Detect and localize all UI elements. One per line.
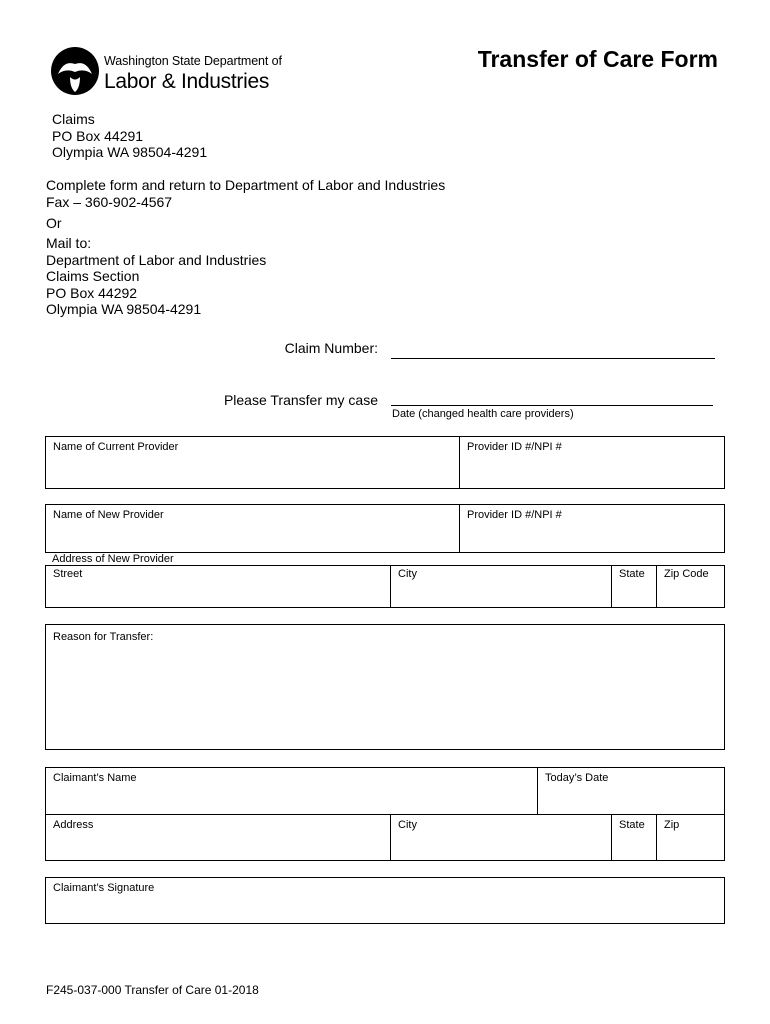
claimant-zip-field[interactable] [657, 815, 724, 860]
new-provider-id-label: Provider ID #/NPI # [467, 509, 562, 521]
new-provider-city-field[interactable] [391, 566, 612, 607]
claimant-signature-label: Claimant’s Signature [53, 882, 155, 894]
fax-number: Fax – 360-902-4567 [46, 193, 173, 210]
claims-address [52, 111, 207, 161]
claimant-zip-label: Zip [664, 819, 680, 831]
mail-address-line: Department of Labor and Industries [46, 251, 267, 268]
or-text: Or [46, 215, 62, 231]
new-provider-address-heading: Address of New Provider [52, 553, 174, 565]
new-provider-name-field[interactable] [46, 505, 460, 552]
claimant-name-label: Claimant’s Name [53, 772, 137, 784]
mail-address-line: Claims Section [46, 268, 140, 284]
new-provider-street-field[interactable] [46, 566, 391, 607]
mail-address [46, 235, 266, 318]
transfer-date-sublabel: Date (changed health care providers) [392, 408, 574, 420]
claims-address-line: Claims [52, 111, 95, 127]
new-provider-name-label: Name of New Provider [53, 509, 164, 521]
claimant-box [45, 767, 725, 861]
mail-address-line: Mail to: [46, 235, 92, 251]
claims-address-line: PO Box 44291 [52, 127, 144, 144]
logo-agency-name: Washington State Department of [104, 54, 282, 68]
form-title: Transfer of Care Form [477, 46, 718, 72]
agency-logo [50, 44, 280, 98]
new-provider-street-label: Street [53, 568, 83, 580]
current-provider-id-label: Provider ID #/NPI # [467, 441, 562, 453]
claimant-state-field[interactable] [612, 815, 657, 860]
new-provider-address-box [45, 565, 725, 608]
claimant-name-field[interactable] [46, 768, 538, 814]
form-id-footer: F245-037-000 Transfer of Care 01-2018 [46, 983, 259, 997]
mail-address-line: Olympia WA 98504-4291 [46, 301, 202, 317]
current-provider-box [45, 436, 725, 489]
complete-instruction: Complete form and return to Department of Labor and Industries [46, 177, 446, 193]
current-provider-name-field[interactable] [46, 437, 460, 488]
new-provider-state-label: State [619, 568, 645, 580]
current-provider-id-field[interactable] [460, 437, 724, 488]
logo-department-name: Labor & Industries [104, 70, 270, 93]
claimant-signature-field[interactable] [45, 877, 725, 924]
transfer-date-field[interactable] [391, 405, 713, 406]
return-instructions [46, 177, 445, 210]
transfer-label: Please Transfer my case [223, 392, 378, 408]
lni-logo-icon [50, 44, 100, 98]
new-provider-id-field[interactable] [460, 505, 724, 552]
claimant-address-label: Address [53, 819, 94, 831]
claimant-address-field[interactable] [46, 815, 391, 860]
claimant-city-field[interactable] [391, 815, 612, 860]
todays-date-field[interactable] [538, 768, 724, 814]
new-provider-box [45, 504, 725, 553]
claimant-city-label: City [398, 819, 417, 831]
claim-number-field[interactable] [391, 358, 715, 359]
claim-number-label: Claim Number: [284, 340, 378, 356]
claims-address-line: Olympia WA 98504-4291 [52, 144, 208, 160]
current-provider-name-label: Name of Current Provider [53, 441, 179, 453]
todays-date-label: Today’s Date [545, 772, 609, 784]
new-provider-zip-label: Zip Code [664, 568, 709, 580]
new-provider-zip-field[interactable] [657, 566, 724, 607]
reason-for-transfer-field[interactable] [45, 624, 725, 750]
new-provider-city-label: City [398, 568, 417, 580]
mail-address-line: PO Box 44292 [46, 284, 138, 301]
new-provider-state-field[interactable] [612, 566, 657, 607]
claimant-state-label: State [619, 819, 645, 831]
reason-for-transfer-label: Reason for Transfer: [53, 631, 154, 643]
